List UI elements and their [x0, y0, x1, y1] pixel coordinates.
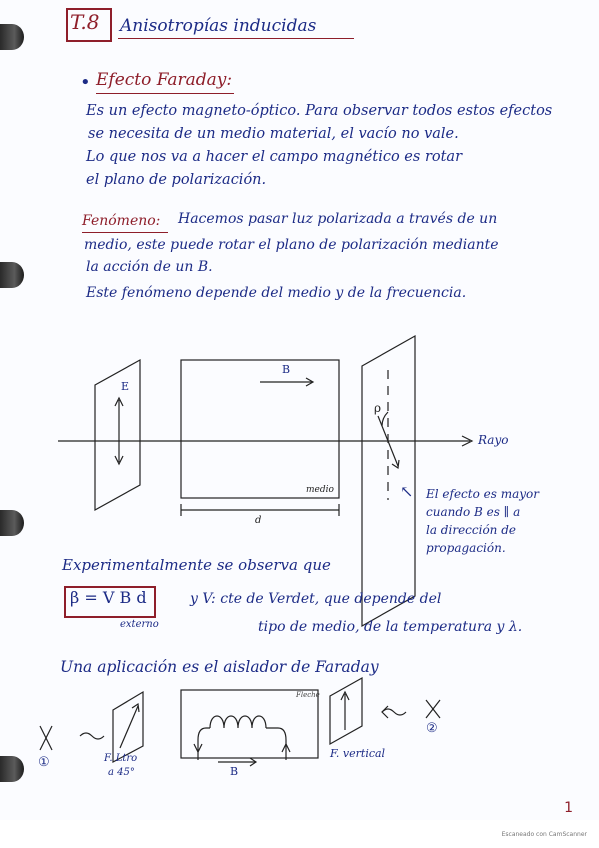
wave-right — [382, 709, 406, 715]
formula-subscript: externo — [120, 619, 159, 630]
vertical-filter-label: F. vertical — [330, 747, 386, 760]
verdet-formula: β = V B d — [70, 588, 147, 607]
text-line: la acción de un B. — [86, 259, 213, 275]
position-two: ② — [426, 721, 438, 736]
note-line: cuando B es ∥ a — [426, 505, 521, 519]
text-line: y V: cte de Verdet, que depende del — [190, 591, 442, 607]
coil-lead-left — [198, 728, 210, 760]
coil — [210, 716, 266, 728]
text-line: Una aplicación es el aislador de Faraday — [60, 658, 379, 676]
medium-label: medio — [306, 485, 334, 495]
text-line: Hacemos pasar luz polarizada a través de un — [178, 211, 498, 227]
section-heading: Efecto Faraday: — [96, 70, 233, 90]
bullet: • — [80, 72, 91, 93]
note-line: El efecto es mayor — [426, 487, 539, 501]
scanner-watermark: Escaneado con CamScanner — [501, 831, 587, 838]
b-label: B — [282, 363, 291, 376]
text-line: Experimentalmente se observa que — [62, 556, 331, 574]
text-line: medio, este puede rotar el plano de polarización mediante — [84, 237, 499, 253]
filter-45-plane — [113, 692, 143, 762]
text-line: se necesita de un medio material, el vacío no vale. — [88, 126, 459, 142]
note-line: la dirección de — [426, 523, 516, 537]
ray-label: Rayo — [478, 433, 509, 447]
topic-code: T.8 — [70, 10, 100, 34]
note-arrow: ↖ — [400, 482, 414, 501]
distance-label: d — [255, 515, 262, 526]
note-line: propagación. — [426, 541, 506, 555]
filter-45-arrow — [120, 706, 138, 748]
text-line: Este fenómeno depende del medio y de la frecuencia. — [86, 285, 467, 301]
rho-label: ρ — [374, 401, 382, 415]
text-line: Lo que nos va a hacer el campo magnético es rotar — [86, 149, 463, 165]
faraday-rotator-box — [181, 690, 318, 758]
filter-label: a 45° — [108, 767, 135, 778]
text-line: tipo de medio, de la temperatura y λ. — [258, 619, 523, 635]
position-one: ① — [38, 755, 50, 770]
filter-label: F. Ltro — [104, 753, 138, 764]
page-title: Anisotropías inducidas — [120, 16, 317, 36]
b-label: B — [230, 765, 239, 778]
e-label: E — [121, 380, 130, 393]
wave-left — [80, 733, 104, 739]
coil-label: Fleche — [296, 691, 320, 699]
vertical-filter-plane — [330, 678, 362, 744]
coil-lead-right — [266, 728, 286, 760]
text-line: el plano de polarización. — [86, 172, 267, 188]
phenomenon-label: Fenómeno: — [82, 213, 161, 229]
text-line: Es un efecto magneto-óptico. Para observar todos estos efectos — [86, 103, 553, 119]
page-number: 1 — [564, 800, 573, 816]
